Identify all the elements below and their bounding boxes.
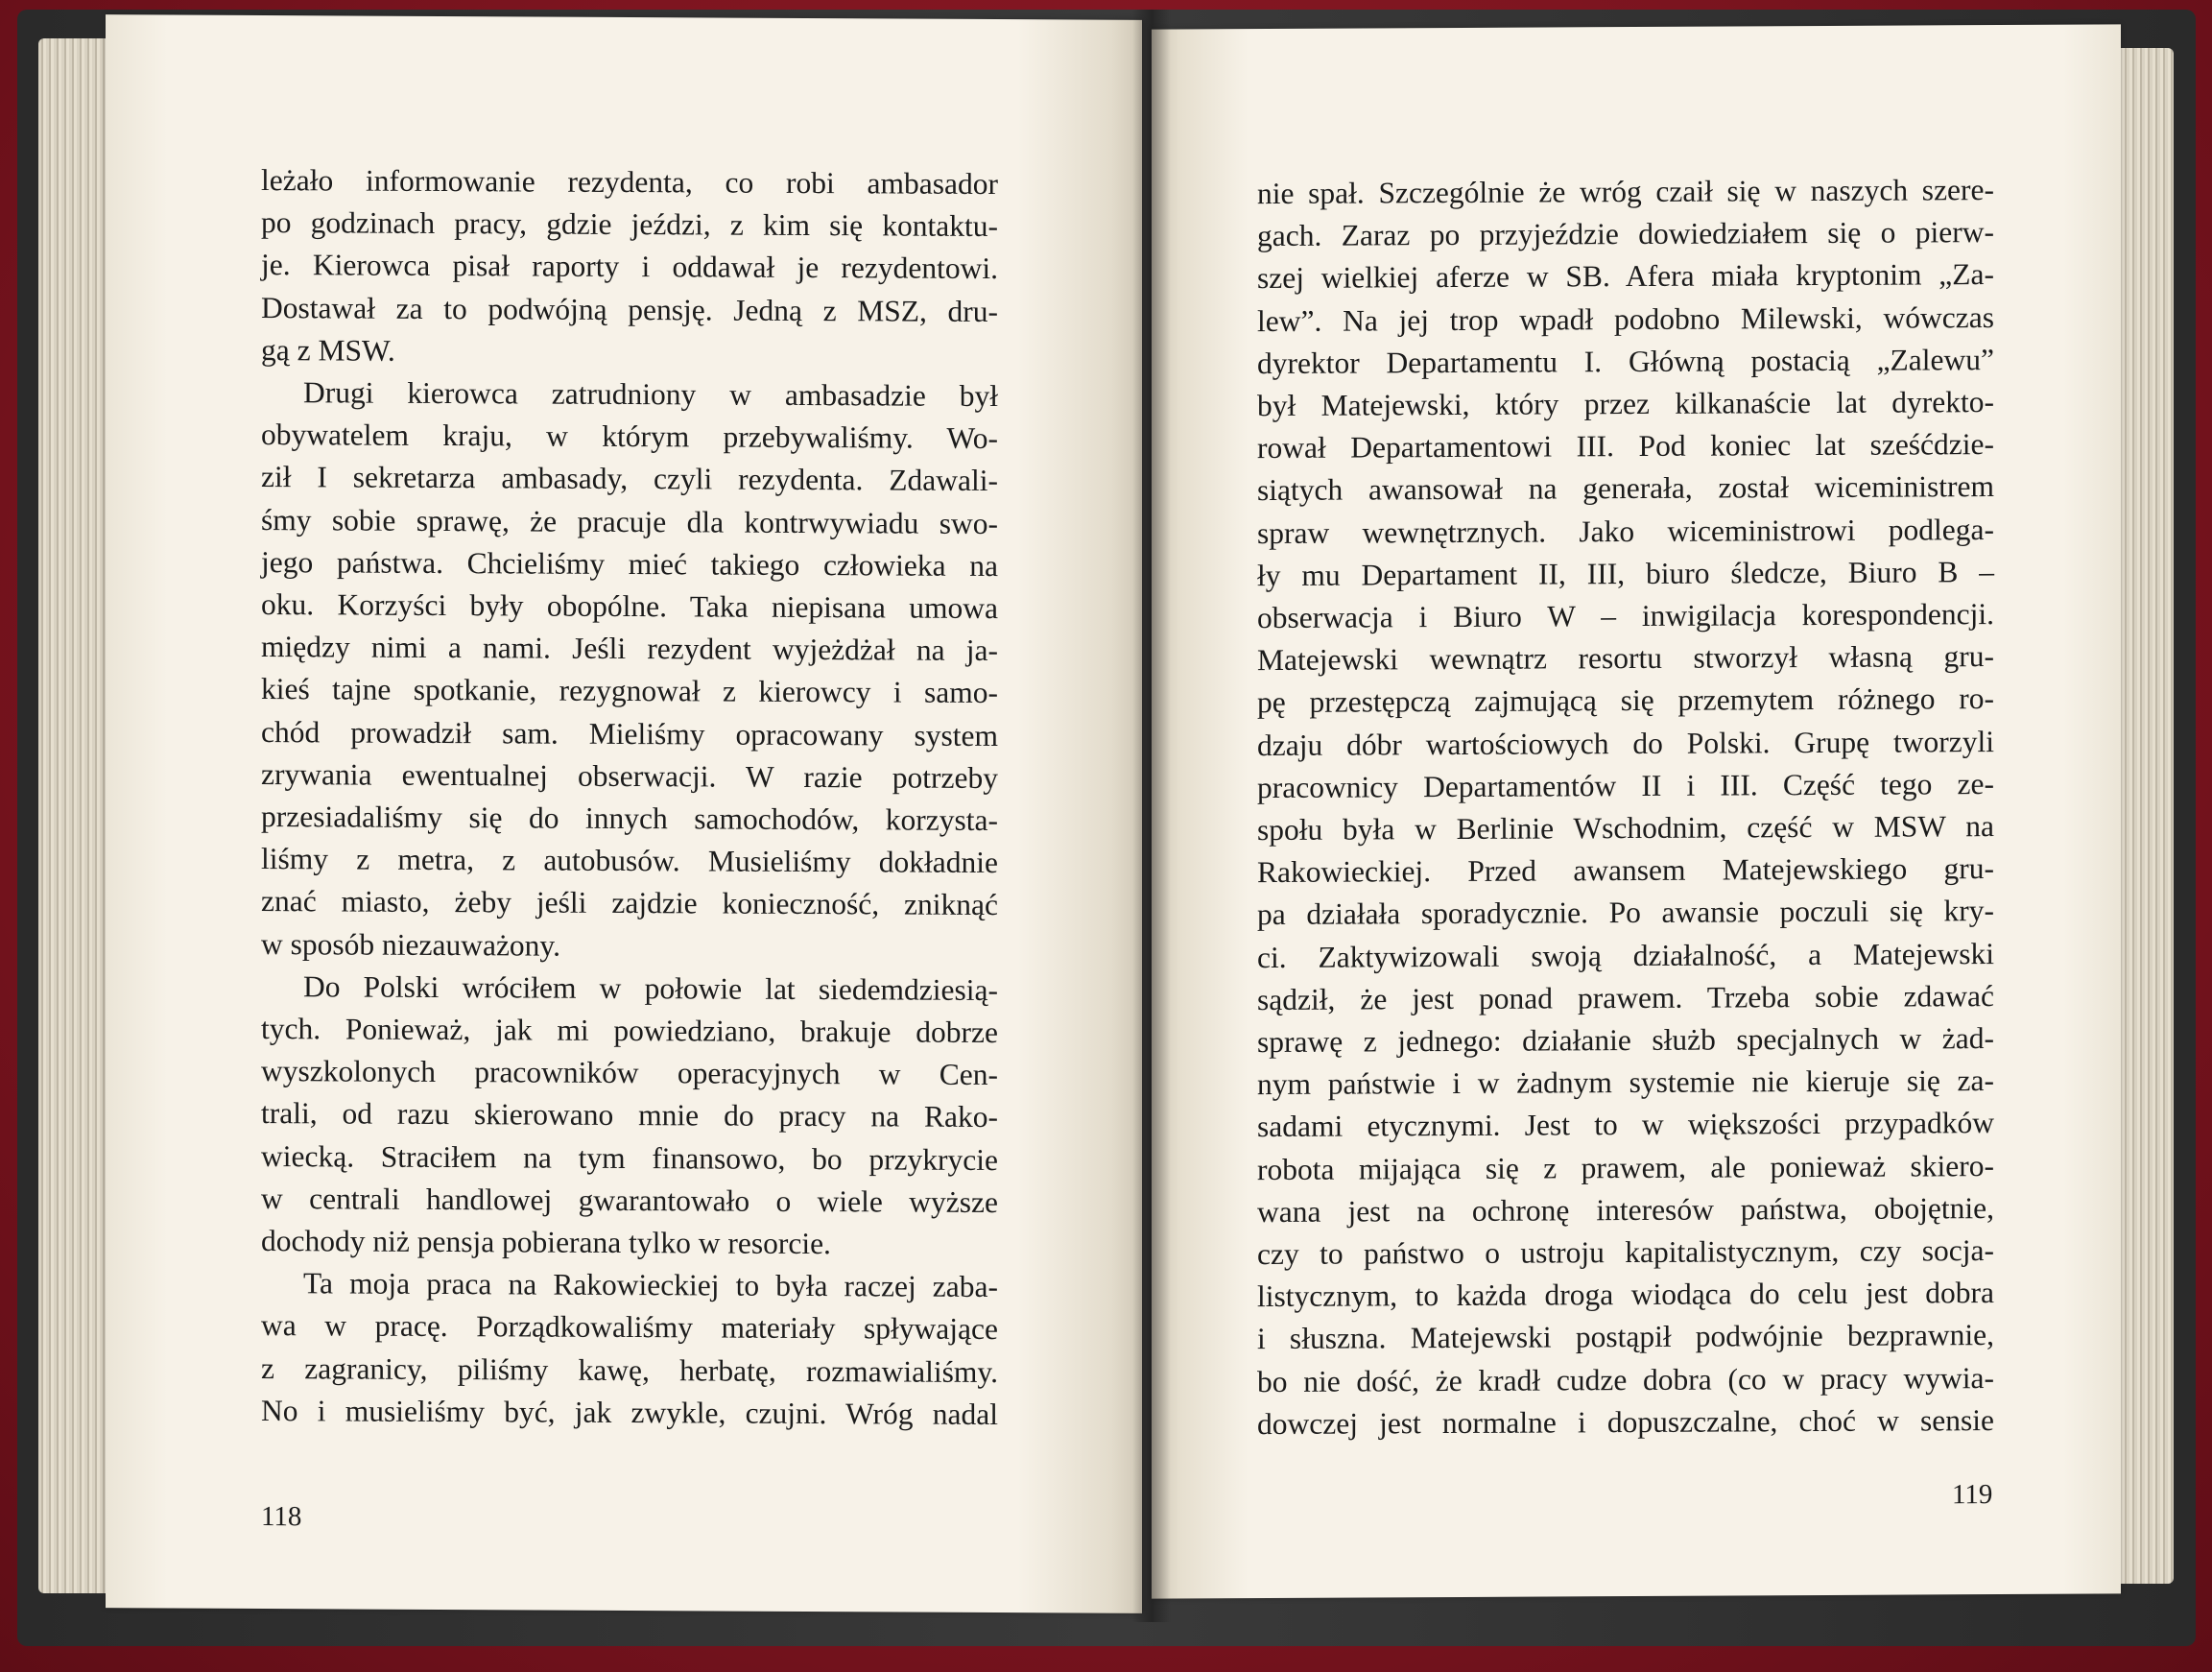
text-line: listycznym, to każda droga wiodąca do celu jest dobra [1257,1276,1994,1314]
text-line: wiecką. Straciłem na tym finansowo, bo przykrycie [261,1138,998,1177]
text-line: społu była w Berlinie Wschodnim, część w MSW na [1257,809,1994,848]
text-line: robota mijająca się z prawem, ale ponieważ skiero- [1257,1148,1994,1186]
text-line: gą z MSW. [261,332,395,368]
right-page-text [1257,169,1994,1445]
text-line: nie spał. Szczególnie że wróg czaił się w naszych szere- [1257,173,1994,211]
text-line: z zagranicy, piliśmy kawę, herbatę, rozmawialiśmy. [261,1350,998,1389]
text-line: i słuszna. Matejewski postąpił podwójnie bezprawnie, [1257,1318,1994,1356]
text-line: śmy sobie sprawę, że pracuje dla kontrwywiadu swo- [261,502,998,540]
text-line: Dostawał za to podwójną pensję. Jedną z MSZ, dru- [261,290,998,328]
text-line: pracownicy Departamentów II i III. Część tego ze- [1257,766,1994,804]
left-page-text [261,159,998,1436]
text-line: dzaju dóbr wartościowych do Polski. Grupę tworzyli [1257,724,1994,762]
text-line: wyszkolonych pracowników operacyjnych w Cen- [261,1054,998,1092]
text-line: Ta moja praca na Rakowieckiej to była raczej zaba- [303,1266,998,1304]
text-line: trali, od razu skierowano mnie do pracy na Rako- [261,1096,998,1135]
text-line: sprawę z jednego: działanie służb specjalnych w żad- [1257,1021,1994,1060]
text-line: ły mu Departament II, III, biuro śledcze, Biuro B – [1257,554,1994,592]
text-line: siątych awansował na generała, został wiceministrem [1257,469,1994,508]
text-line: w centrali handlowej gwarantowało o wiele wyższe [261,1181,998,1219]
text-line: Do Polski wróciłem w połowie lat siedemdziesią- [303,969,998,1007]
right-page [1152,24,2121,1598]
text-line: jego państwa. Chcieliśmy mieć takiego człowieka na [261,544,998,583]
text-line: ci. Zaktywizowali swoją działalność, a Matejewski [1257,936,1994,974]
text-line: Drugi kierowca zatrudniony w ambasadzie był [303,375,998,414]
text-line: liśmy z metra, z autobusów. Musieliśmy dokładnie [261,842,998,880]
text-line: sądził, że jest ponad prawem. Trzeba sobie zdawać [1257,978,1994,1016]
text-line: gach. Zaraz po przyjeździe dowiedziałem się o pierw- [1257,215,1994,253]
text-line: znać miasto, żeby jeśli zajdzie konieczność, zniknąć [261,884,998,922]
text-line: dochody niż pensja pobierana tylko w resorcie. [261,1224,831,1261]
book-gutter [1132,10,1171,1622]
text-line: wa w pracę. Porządkowaliśmy materiały spływające [261,1308,998,1347]
right-page-number: 119 [1952,1479,1993,1511]
text-line: bo nie dość, że kradł cudze dobra (co w pracy wywia- [1257,1360,1994,1398]
text-line: leżało informowanie rezydenta, co robi ambasador [261,163,998,202]
text-line: No i musieliśmy być, jak zwykle, czujni. Wróg nadal [261,1393,998,1431]
text-line: sadami etycznymi. Jest to w większości przypadków [1257,1106,1994,1144]
text-line: rował Departamentowi III. Pod koniec lat sześćdzie- [1257,427,1994,466]
text-line: obywatelem kraju, w którym przebywaliśmy. Wo- [261,418,998,456]
text-line: szej wielkiej aferze w SB. Afera miała kryptonim „Za- [1257,257,1994,296]
text-line: nym państwie i w żadnym systemie nie kieruje się za- [1257,1063,1994,1102]
text-line: oku. Korzyści były obopólne. Taka niepisana umowa [261,587,998,626]
text-line: między nimi a nami. Jeśli rezydent wyjeżdżał na ja- [261,630,998,668]
text-line: zrywania ewentualnej obserwacji. W razie potrzeby [261,756,998,795]
text-line: czy to państwo o ustroju kapitalistycznym, czy socja- [1257,1233,1994,1272]
left-page-number: 118 [261,1501,302,1533]
text-line: je. Kierowca pisał raporty i oddawał je rezydentowi. [261,248,998,286]
text-line: pa działała sporadycznie. Po awansie poczuli się kry- [1257,894,1994,932]
text-line: Rakowieckiej. Przed awansem Matejewskiego gru- [1257,851,1994,890]
text-line: był Matejewski, który przez kilkanaście lat dyrekto- [1257,385,1994,423]
text-line: chód prowadził sam. Mieliśmy opracowany system [261,714,998,752]
text-line: spraw wewnętrznych. Jako wiceministrowi podlega- [1257,512,1994,550]
text-line: Matejewski wewnątrz resortu stworzył własną gru- [1257,639,1994,678]
text-line: przesiadaliśmy się do innych samochodów, korzysta- [261,800,998,838]
text-line: tych. Ponieważ, jak mi powiedziano, brakuje dobrze [261,1012,998,1050]
text-line: wana jest na ochronę interesów państwa, obojętnie, [1257,1190,1994,1229]
left-page [106,14,1142,1613]
text-line: dyrektor Departamentu I. Główną postacią „Zalewu” [1257,342,1994,380]
text-line: pę przestępczą zajmującą się przemytem różnego ro- [1257,681,1994,720]
text-line: w sposób niezauważony. [261,926,561,963]
text-line: dowczej jest normalne i dopuszczalne, choć w sensie [1257,1402,1994,1441]
text-line: kieś tajne spotkanie, rezygnował z kierowcy i samo- [261,672,998,710]
text-line: po godzinach pracy, gdzie jeździ, z kim się kontaktu- [261,205,998,244]
text-line: ził I sekretarza ambasady, czyli rezydenta. Zdawali- [261,460,998,498]
text-line: obserwacja i Biuro W – inwigilacja korespondencji. [1257,597,1994,635]
text-line: lew”. Na jej trop wpadł podobno Milewski, wówczas [1257,299,1994,338]
